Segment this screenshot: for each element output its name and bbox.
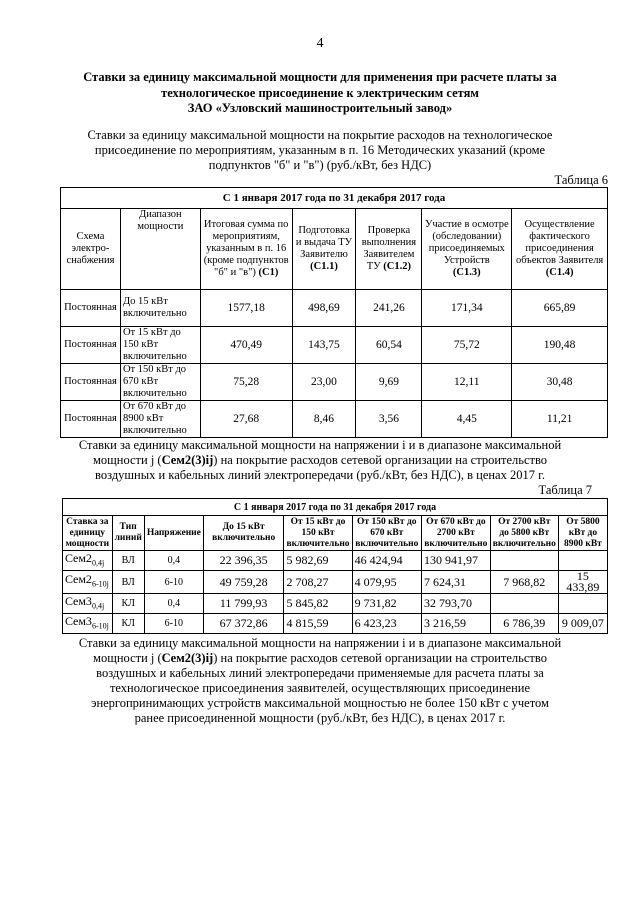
rate-symbol: Cем2: [65, 572, 92, 587]
cell-c11: 23,00: [292, 364, 356, 401]
closing-paragraph: [78, 636, 562, 726]
cell-r3: 9 731,82: [352, 594, 421, 614]
cell-r2: 2 708,27: [284, 571, 352, 594]
col-header-text: Подготовка и выдача ТУ Заявителю: [295, 225, 353, 260]
col-header-r4: От 670 кВт до 2700 кВт включительно: [421, 516, 490, 551]
cell-scheme: Постоянная: [61, 364, 121, 401]
col-header-text: Осуществление фактического присоединения объектов Заявителя: [515, 219, 604, 266]
cell-range: От 150 кВт до 670 кВт включительно: [120, 364, 200, 401]
caption-text: мощности j (: [92, 453, 162, 467]
col-header-code: (С1.1): [310, 261, 338, 272]
cell-r4: 7 624,31: [421, 571, 490, 594]
cell-c14: 665,89: [512, 290, 608, 327]
col-header-c1: [200, 209, 292, 290]
col-header-r6: От 5800 кВт до 8900 кВт: [558, 516, 607, 551]
cell-r6: 9 009,07: [558, 614, 607, 634]
cell-r4: 130 941,97: [421, 551, 490, 571]
cell-c12: 9,69: [356, 364, 422, 401]
paragraph-line: технологическое присоединения заявителей, осуществляющих присоединение: [109, 681, 531, 695]
cell-r3: 46 424,94: [352, 551, 421, 571]
rate-symbol: Cем2: [65, 550, 92, 565]
cell-type: КЛ: [112, 614, 144, 634]
caption-line: Ставки за единицу максимальной мощности на напряжении i и в диапазоне максимальной: [78, 438, 562, 452]
paragraph-line: [78, 651, 562, 666]
paragraph-line: воздушных и кабельных линий электропередачи применяемые для расчета платы за: [96, 666, 544, 680]
table-row: [61, 364, 608, 401]
col-header-rate: Ставка за единицу мощности: [63, 516, 113, 551]
document-heading: [60, 70, 580, 117]
cell-c11: 498,69: [292, 290, 356, 327]
cell-c1: 470,49: [200, 327, 292, 364]
col-header-r2: От 15 кВт до 150 кВт включительно: [284, 516, 352, 551]
cell-c13: 171,34: [422, 290, 512, 327]
cell-r2: 4 815,59: [284, 614, 352, 634]
col-header-r5: От 2700 кВт до 5800 кВт включительно: [490, 516, 558, 551]
cell-r2: 5 845,82: [284, 594, 352, 614]
table-row: [63, 571, 608, 594]
cell-r5: 6 786,39: [490, 614, 558, 634]
col-header-c11: [292, 209, 356, 290]
heading-line: ЗАО «Узловский машиностроительный завод»: [187, 101, 453, 115]
cell-rate: [63, 571, 113, 594]
col-header-voltage: Напряжение: [144, 516, 203, 551]
col-header-scheme: Схема электро-снабжения: [61, 209, 121, 290]
caption-line: воздушных и кабельных линий электропередачи (руб./кВт, без НДС), в ценах 2017 г.: [95, 468, 545, 482]
cell-scheme: Постоянная: [61, 327, 121, 364]
cell-voltage: 0,4: [144, 551, 203, 571]
cell-c11: 8,46: [292, 401, 356, 438]
col-header-text: Проверка выполнения Заявителем ТУ: [361, 225, 417, 272]
cell-r4: 3 216,59: [421, 614, 490, 634]
cell-r3: 4 079,95: [352, 571, 421, 594]
cell-voltage: 0,4: [144, 594, 203, 614]
table-row: [61, 401, 608, 438]
cell-r2: 5 982,69: [284, 551, 352, 571]
cell-c12: 241,26: [356, 290, 422, 327]
cell-r1: 49 759,28: [203, 571, 284, 594]
paragraph-code: Cем2(3)ij: [161, 651, 214, 665]
caption-line: присоединение по мероприятиям, указанным в п. 16 Методических указаний (кроме: [94, 143, 546, 157]
paragraph-line: энергопринимающих устройств максимальной мощностью не более 150 кВт с учетом: [91, 696, 549, 710]
col-header-r3: От 150 кВт до 670 кВт включительно: [352, 516, 421, 551]
cell-c12: 3,56: [356, 401, 422, 438]
col-header-code: (С1.3): [452, 267, 481, 278]
cell-r6: [558, 594, 607, 614]
paragraph-text: мощности j (: [93, 651, 162, 665]
paragraph-line: ранее присоединенной мощности (руб./кВт, без НДС), в ценах 2017 г.: [134, 711, 506, 725]
cell-r3: 6 423,23: [352, 614, 421, 634]
table7-label: Таблица 7: [538, 483, 592, 497]
cell-range: До 15 кВт включительно: [120, 290, 200, 327]
cell-c11: 143,75: [292, 327, 356, 364]
cell-r6: 15 433,89: [558, 571, 607, 594]
rate-subscript: 6-10j: [91, 621, 109, 631]
paragraph-text: ) на покрытие расходов сетевой организации на строительство: [213, 651, 547, 665]
col-header-code: (С1.2): [383, 261, 411, 272]
table-row: [63, 594, 608, 614]
cell-type: ВЛ: [112, 571, 144, 594]
cell-r6: [558, 551, 607, 571]
cell-c14: 30,48: [512, 364, 608, 401]
col-header-text: Итоговая сумма по мероприятиям, указанным в п. 16 (кроме подпунктов "б" и "в"): [203, 219, 289, 278]
page-number: 4: [316, 36, 324, 51]
cell-rate: [63, 614, 113, 634]
cell-r5: [490, 551, 558, 571]
caption-line: Ставки за единицу максимальной мощности на покрытие расходов на технологическое: [87, 128, 553, 142]
cell-c13: 75,72: [422, 327, 512, 364]
cell-c1: 27,68: [200, 401, 292, 438]
table7-period: С 1 января 2017 года по 31 декабря 2017 года: [63, 499, 608, 516]
table6: [60, 187, 608, 438]
col-header-code: (С1): [258, 267, 279, 278]
rate-subscript: 6-10j: [91, 579, 109, 589]
cell-scheme: Постоянная: [61, 401, 121, 438]
caption-line: подпунктов "б" и "в") (руб./кВт, без НДС): [208, 158, 432, 172]
cell-voltage: 6-10: [144, 571, 203, 594]
table7-caption: [62, 438, 578, 483]
table6-period: С 1 января 2017 года по 31 декабря 2017 года: [61, 188, 608, 209]
cell-rate: [63, 594, 113, 614]
heading-line: технологическое присоединение к электрическим сетям: [161, 85, 479, 100]
table6-period-row: [61, 188, 608, 209]
caption-text: ) на покрытие расходов сетевой организации на строительство: [213, 453, 548, 467]
cell-rate: [63, 551, 113, 571]
cell-type: ВЛ: [112, 551, 144, 571]
col-header-range: Диапазон мощности: [120, 209, 200, 290]
table6-header-row: [61, 209, 608, 290]
table6-label: Таблица 6: [554, 173, 608, 187]
cell-scheme: Постоянная: [61, 290, 121, 327]
table6-caption: [70, 128, 570, 173]
col-header-text: Участие в осмотре (обследовании) присоединяемых Устройств: [424, 219, 509, 266]
table7-header-row: [63, 516, 608, 551]
cell-r4: 32 793,70: [421, 594, 490, 614]
rate-symbol: Cем3: [65, 613, 92, 628]
cell-r1: 22 396,35: [203, 551, 284, 571]
col-header-code: (С1.4): [545, 267, 574, 278]
col-header-r1: До 15 кВт включительно: [203, 516, 284, 551]
cell-c13: 12,11: [422, 364, 512, 401]
cell-range: От 670 кВт до 8900 кВт включительно: [120, 401, 200, 438]
table7-period-row: [63, 499, 608, 516]
cell-c14: 11,21: [512, 401, 608, 438]
table-row: [63, 551, 608, 571]
rate-symbol: Cем3: [65, 593, 92, 608]
col-header-c12: [356, 209, 422, 290]
cell-range: От 15 кВт до 150 кВт включительно: [120, 327, 200, 364]
cell-voltage: 6-10: [144, 614, 203, 634]
cell-type: КЛ: [112, 594, 144, 614]
table-row: [61, 327, 608, 364]
caption-code: Сем2(3)ij: [161, 453, 214, 467]
col-header-c14: [512, 209, 608, 290]
cell-r5: [490, 594, 558, 614]
rate-subscript: 0,4j: [91, 558, 105, 568]
col-header-type: Тип линий: [112, 516, 144, 551]
cell-c1: 1577,18: [200, 290, 292, 327]
table-row: [63, 614, 608, 634]
rate-subscript: 0,4j: [91, 601, 105, 611]
cell-c1: 75,28: [200, 364, 292, 401]
cell-c12: 60,54: [356, 327, 422, 364]
cell-r1: 67 372,86: [203, 614, 284, 634]
cell-r5: 7 968,82: [490, 571, 558, 594]
cell-c13: 4,45: [422, 401, 512, 438]
heading-line: Ставки за единицу максимальной мощности для применения при расчете платы за: [83, 70, 557, 84]
cell-c14: 190,48: [512, 327, 608, 364]
col-header-c13: [422, 209, 512, 290]
cell-r1: 11 799,93: [203, 594, 284, 614]
paragraph-line: Ставки за единицу максимальной мощности на напряжении i и в диапазоне максимальной: [78, 636, 562, 650]
table-row: [61, 290, 608, 327]
table7: [62, 498, 608, 634]
caption-line: [62, 453, 578, 468]
